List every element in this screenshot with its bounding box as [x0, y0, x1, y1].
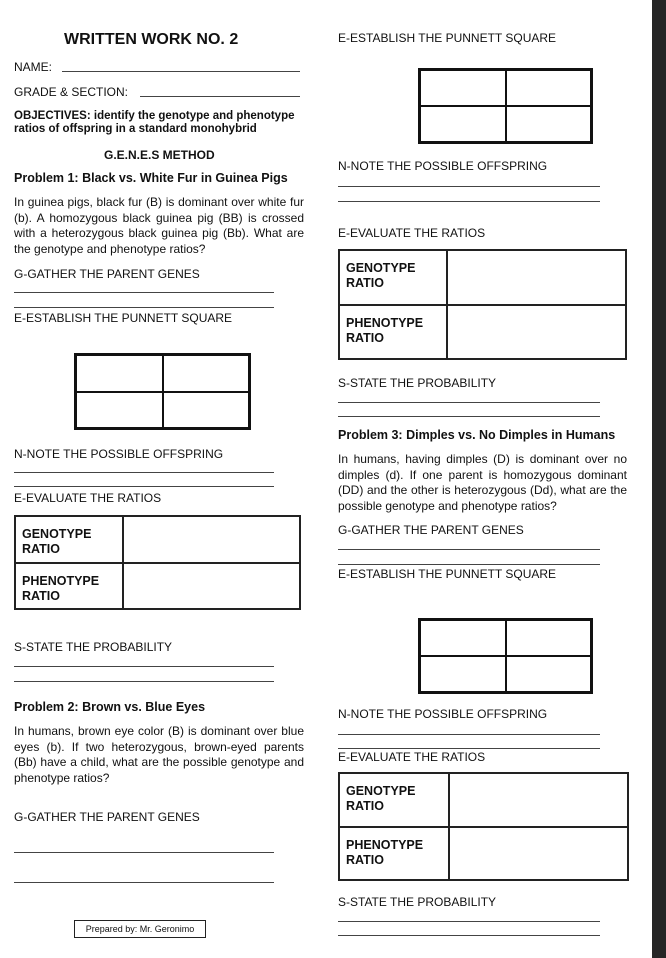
p2-evaluate-label: E-EVALUATE THE RATIOS [338, 226, 486, 240]
p2-note-label: N-NOTE THE POSSIBLE OFFSPRING [338, 159, 548, 173]
p2-punnett-square [418, 68, 593, 144]
problem1-text: In guinea pigs, black fur (B) is dominant over white fur (b). A homozygous black guinea pig (BB) is crossed with a heterozygous black guinea pig (Bb). What are the genotype and phenotype ratios? [14, 195, 304, 256]
phenotype-ratio-answer-cell [123, 563, 300, 610]
p3-note-line-1 [338, 734, 600, 735]
p3-gather-line-2 [338, 564, 600, 565]
p1-gather-label: G-GATHER THE PARENT GENES [14, 267, 200, 281]
punnett-cell [506, 70, 592, 106]
p2-ratio-table [338, 249, 627, 360]
genotype-ratio-answer-cell [449, 773, 628, 827]
problem3-title: Problem 3: Dimples vs. No Dimples in Humans [338, 428, 616, 442]
punnett-cell [420, 620, 506, 656]
p1-evaluate-label: E-EVALUATE THE RATIOS [14, 491, 162, 505]
p3-gather-label: G-GATHER THE PARENT GENES [338, 523, 524, 537]
genotype-ratio-label: GENOTYPE RATIO [339, 250, 447, 305]
method-title: G.E.N.E.S METHOD [104, 148, 215, 162]
p3-state-line-2 [338, 935, 600, 936]
p2-state-line-2 [338, 416, 600, 417]
punnett-cell [506, 106, 592, 142]
p2-note-line-1 [338, 186, 600, 187]
phenotype-ratio-label: PHENOTYPE RATIO [15, 563, 123, 610]
p2-gather-label: G-GATHER THE PARENT GENES [14, 810, 200, 824]
problem2-text: In humans, brown eye color (B) is dominant over blue eyes (b). If two heterozygous, brown-eyed parents (Bb) have a child, what are the possible genotype and phenotype ratios? [14, 724, 304, 785]
p1-state-line-2 [14, 681, 274, 682]
p3-state-label: S-STATE THE PROBABILITY [338, 895, 497, 909]
phenotype-ratio-answer-cell [449, 827, 628, 881]
p2-note-line-2 [338, 201, 600, 202]
genotype-ratio-answer-cell [447, 250, 626, 305]
name-line [62, 71, 300, 72]
p2-state-line-1 [338, 402, 600, 403]
punnett-cell [506, 620, 592, 656]
p3-note-line-2 [338, 748, 600, 749]
problem1-title: Problem 1: Black vs. White Fur in Guinea Pigs [14, 171, 288, 185]
genotype-ratio-label: GENOTYPE RATIO [15, 516, 123, 563]
p3-ratio-table [338, 772, 629, 881]
phenotype-ratio-label: PHENOTYPE RATIO [339, 305, 447, 360]
p1-ratio-table [14, 515, 301, 610]
p2-establish-label: E-ESTABLISH THE PUNNETT SQUARE [338, 31, 557, 45]
genotype-ratio-label: GENOTYPE RATIO [339, 773, 449, 827]
p3-note-label: N-NOTE THE POSSIBLE OFFSPRING [338, 707, 548, 721]
p1-note-label: N-NOTE THE POSSIBLE OFFSPRING [14, 447, 224, 461]
name-label: NAME: [14, 60, 53, 74]
p1-gather-line-1 [14, 292, 274, 293]
p1-punnett-square [74, 353, 251, 430]
p3-punnett-square [418, 618, 593, 694]
grade-section-label: GRADE & SECTION: [14, 85, 129, 99]
p3-gather-line-1 [338, 549, 600, 550]
p1-note-line-2 [14, 486, 274, 487]
grade-section-line [140, 96, 300, 97]
p3-establish-label: E-ESTABLISH THE PUNNETT SQUARE [338, 567, 557, 581]
prepared-by-box: Prepared by: Mr. Geronimo [74, 920, 206, 938]
p1-state-line-1 [14, 666, 274, 667]
problem3-text: In humans, having dimples (D) is dominant over no dimples (d). If one parent is homozygous dominant (DD) and the other is heterozygous (Dd), what are the possible genotype and phenotype ratios? [338, 452, 627, 513]
punnett-cell [420, 70, 506, 106]
worksheet-title: WRITTEN WORK NO. 2 [64, 31, 239, 48]
p2-gather-line-2 [14, 882, 274, 883]
punnett-cell [76, 355, 163, 392]
phenotype-ratio-answer-cell [447, 305, 626, 360]
punnett-cell [506, 656, 592, 692]
punnett-cell [420, 656, 506, 692]
p3-state-line-1 [338, 921, 600, 922]
p1-gather-line-2 [14, 307, 274, 308]
punnett-cell [420, 106, 506, 142]
phenotype-ratio-label: PHENOTYPE RATIO [339, 827, 449, 881]
objectives-text: OBJECTIVES: identify the genotype and phenotype ratios of offspring in a standard monohybrid [14, 110, 295, 135]
scan-edge-border [652, 0, 666, 958]
problem2-title: Problem 2: Brown vs. Blue Eyes [14, 700, 206, 714]
p1-state-label: S-STATE THE PROBABILITY [14, 640, 173, 654]
p1-note-line-1 [14, 472, 274, 473]
punnett-cell [163, 392, 250, 429]
genotype-ratio-answer-cell [123, 516, 300, 563]
punnett-cell [76, 392, 163, 429]
p2-gather-line-1 [14, 852, 274, 853]
p1-establish-label: E-ESTABLISH THE PUNNETT SQUARE [14, 311, 233, 325]
p3-evaluate-label: E-EVALUATE THE RATIOS [338, 750, 486, 764]
punnett-cell [163, 355, 250, 392]
p2-state-label: S-STATE THE PROBABILITY [338, 376, 497, 390]
